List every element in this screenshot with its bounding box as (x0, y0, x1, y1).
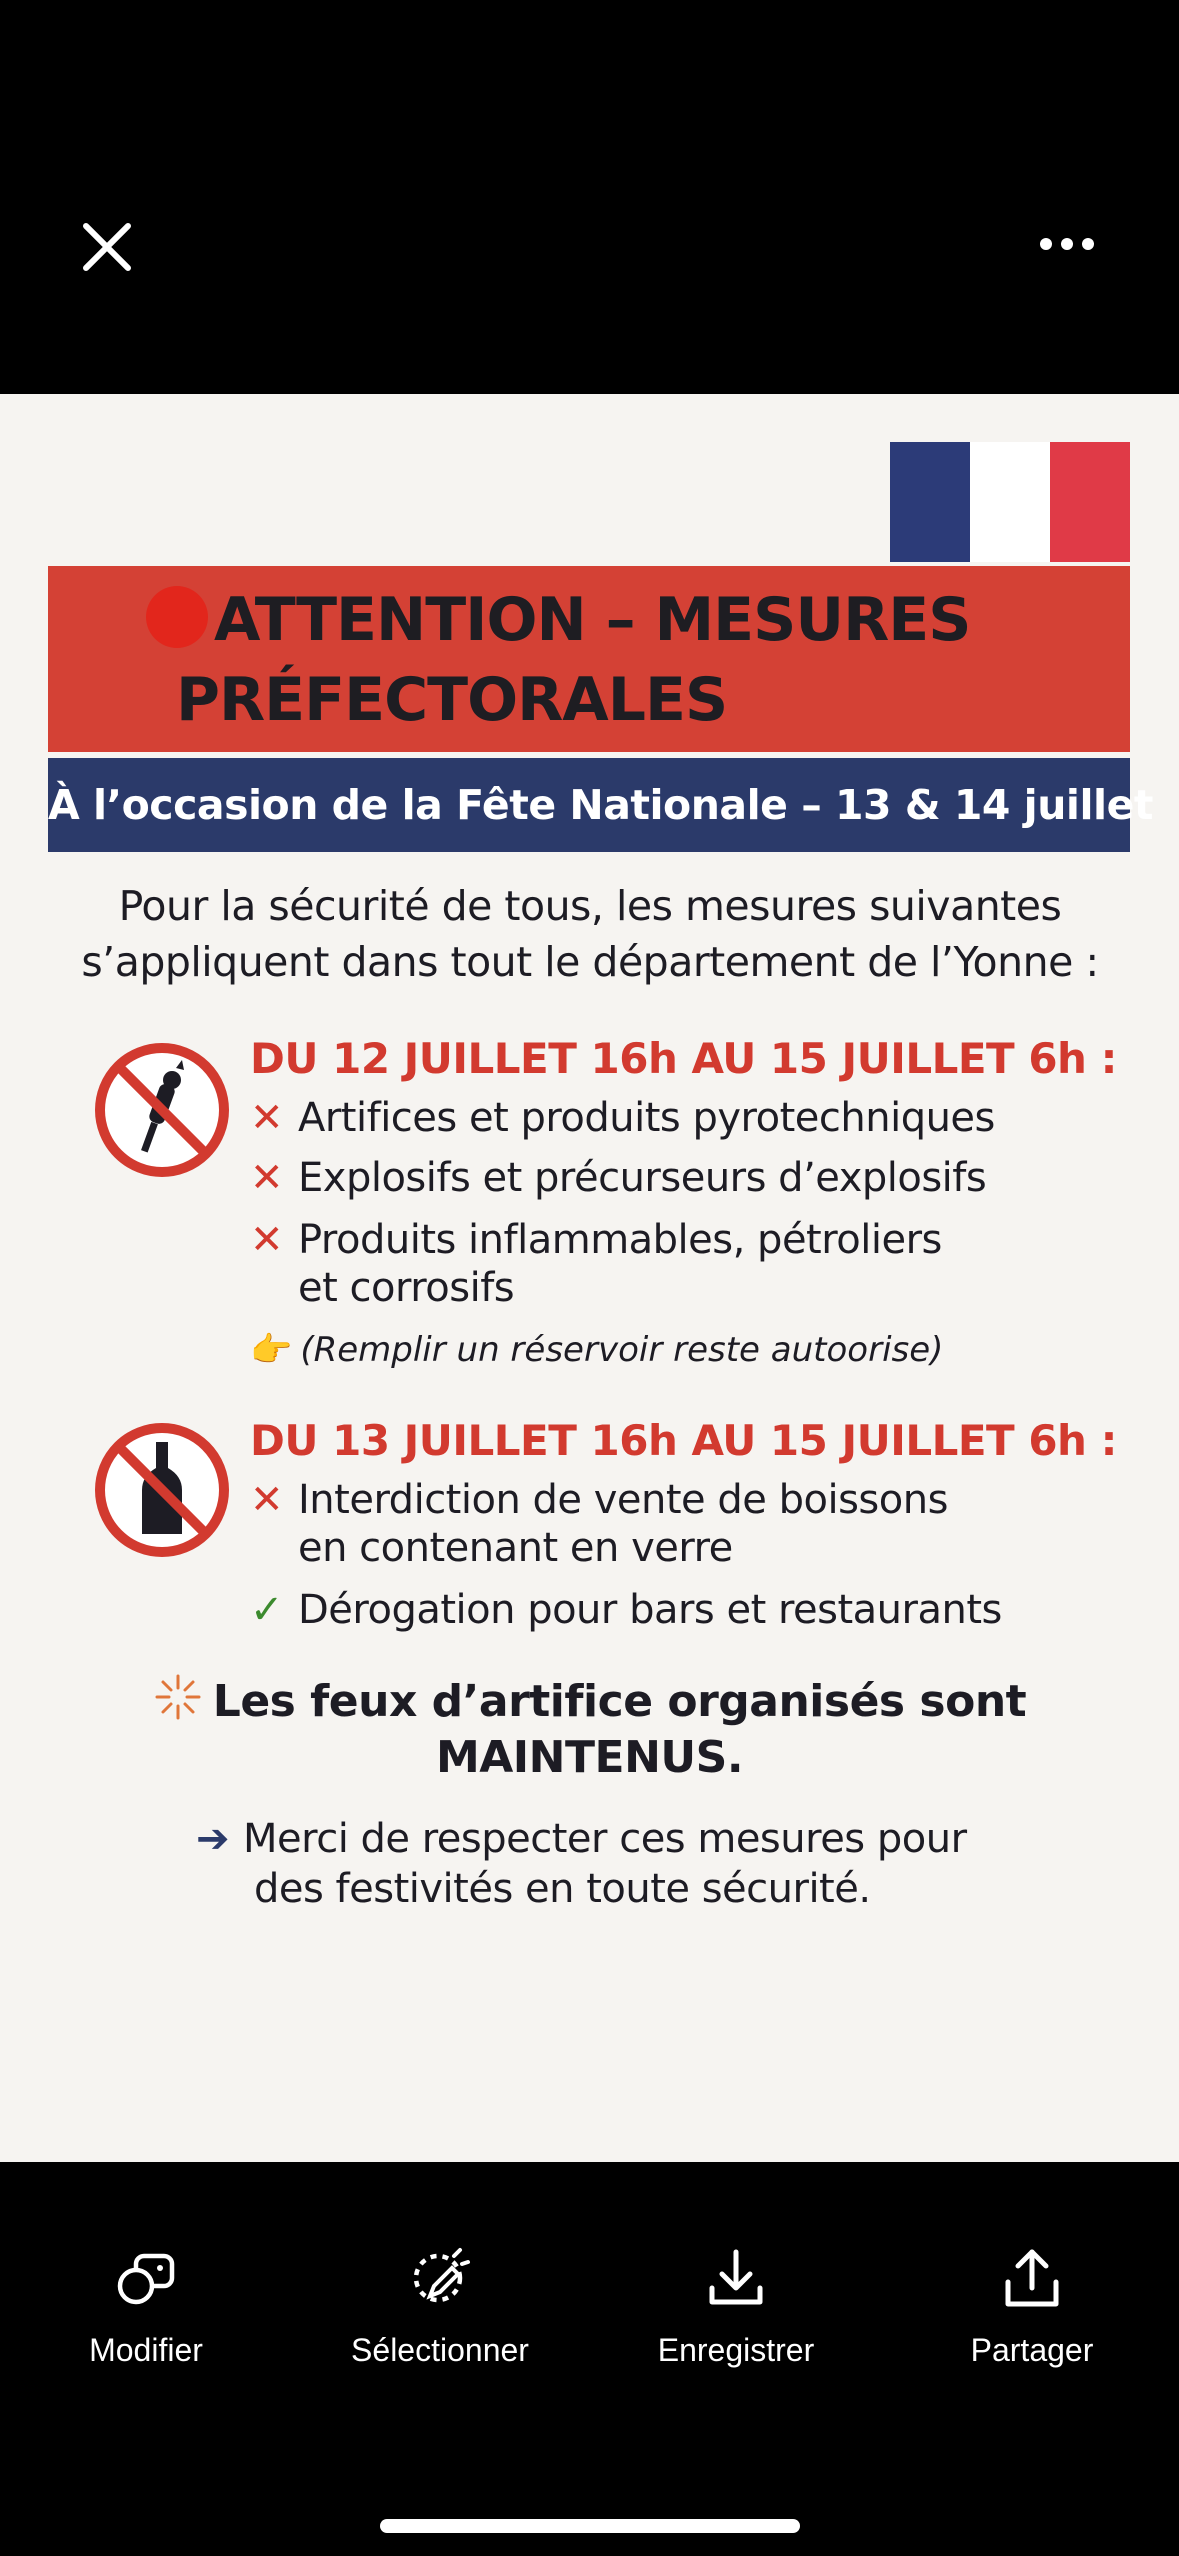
modifier-label: Modifier (89, 2332, 203, 2368)
edit-shapes-icon (110, 2242, 182, 2314)
title-line-1: ATTENTION – MESURES (214, 585, 971, 655)
enregistrer-button[interactable] (616, 2242, 856, 2369)
selectionner-button[interactable] (320, 2242, 560, 2369)
more-options-button[interactable] (1032, 226, 1102, 262)
close-button[interactable] (78, 218, 136, 276)
firework-spark-icon (153, 1672, 203, 1722)
download-icon (700, 2242, 772, 2314)
fireworks-notice (0, 1672, 1179, 1786)
selectionner-label: Sélectionner (351, 2332, 529, 2368)
intro-text (40, 878, 1140, 990)
modifier-button[interactable] (26, 2242, 266, 2369)
share-icon (996, 2242, 1068, 2314)
partager-label: Partager (970, 2332, 1094, 2368)
check-icon: ✓ (250, 1587, 284, 1633)
cross-icon: ✕ (250, 1095, 284, 1141)
cross-icon: ✕ (250, 1217, 284, 1263)
bottom-toolbar (0, 2162, 1179, 2556)
cross-icon: ✕ (250, 1155, 284, 1201)
top-bar (0, 0, 1179, 394)
section-1-item: ✕ Produits inflammables, pétroliers (250, 1217, 942, 1263)
section-1-note: 👉 (Remplir un réservoir reste autoorise) (250, 1330, 944, 1370)
more-icon (1032, 226, 1102, 262)
home-indicator[interactable] (380, 2519, 800, 2533)
title-banner (48, 566, 1130, 752)
no-fireworks-icon (92, 1040, 232, 1180)
arrow-right-icon: ➔ (196, 1816, 230, 1862)
close-icon (78, 218, 136, 276)
section-2-item: ✕ Interdiction de vente de boissons (250, 1477, 948, 1523)
section-2-heading: DU 13 JUILLET 16h AU 15 JUILLET 6h : (250, 1416, 1117, 1465)
fireworks-line-2: MAINTENUS. (435, 1732, 744, 1783)
section-1-heading: DU 12 JUILLET 16h AU 15 JUILLET 6h : (250, 1034, 1117, 1083)
pointing-hand-icon: 👉 (250, 1330, 293, 1370)
select-subject-icon (404, 2242, 476, 2314)
section-1-item-continuation: et corrosifs (298, 1265, 515, 1311)
cross-icon: ✕ (250, 1477, 284, 1523)
no-glass-bottle-icon (92, 1420, 232, 1560)
poster-image (0, 394, 1179, 2162)
thanks-line-1: Merci de respecter ces mesures pour (243, 1816, 967, 1862)
thanks-text (196, 1814, 967, 1914)
partager-button[interactable] (912, 2242, 1152, 2369)
subtitle-banner: À l’occasion de la Fête Nationale – 13 & 14 juillet (48, 758, 1130, 852)
section-1-item: ✕ Explosifs et précurseurs d’explosifs (250, 1155, 987, 1201)
section-2-item: ✓ Dérogation pour bars et restaurants (250, 1587, 1002, 1633)
section-2-item-continuation: en contenant en verre (298, 1525, 733, 1571)
thanks-line-2: des festivités en toute sécurité. (254, 1866, 871, 1912)
french-flag (890, 442, 1130, 562)
intro-line-2: s’appliquent dans tout le département de l’Yonne : (81, 938, 1099, 986)
red-dot-icon (146, 586, 208, 648)
title-line-2: PRÉFECTORALES (176, 665, 728, 735)
intro-line-1: Pour la sécurité de tous, les mesures suivantes (118, 882, 1062, 930)
section-1-item: ✕ Artifices et produits pyrotechniques (250, 1095, 995, 1141)
enregistrer-label: Enregistrer (657, 2332, 815, 2368)
fireworks-line-1: Les feux d’artifice organisés sont (212, 1676, 1027, 1727)
